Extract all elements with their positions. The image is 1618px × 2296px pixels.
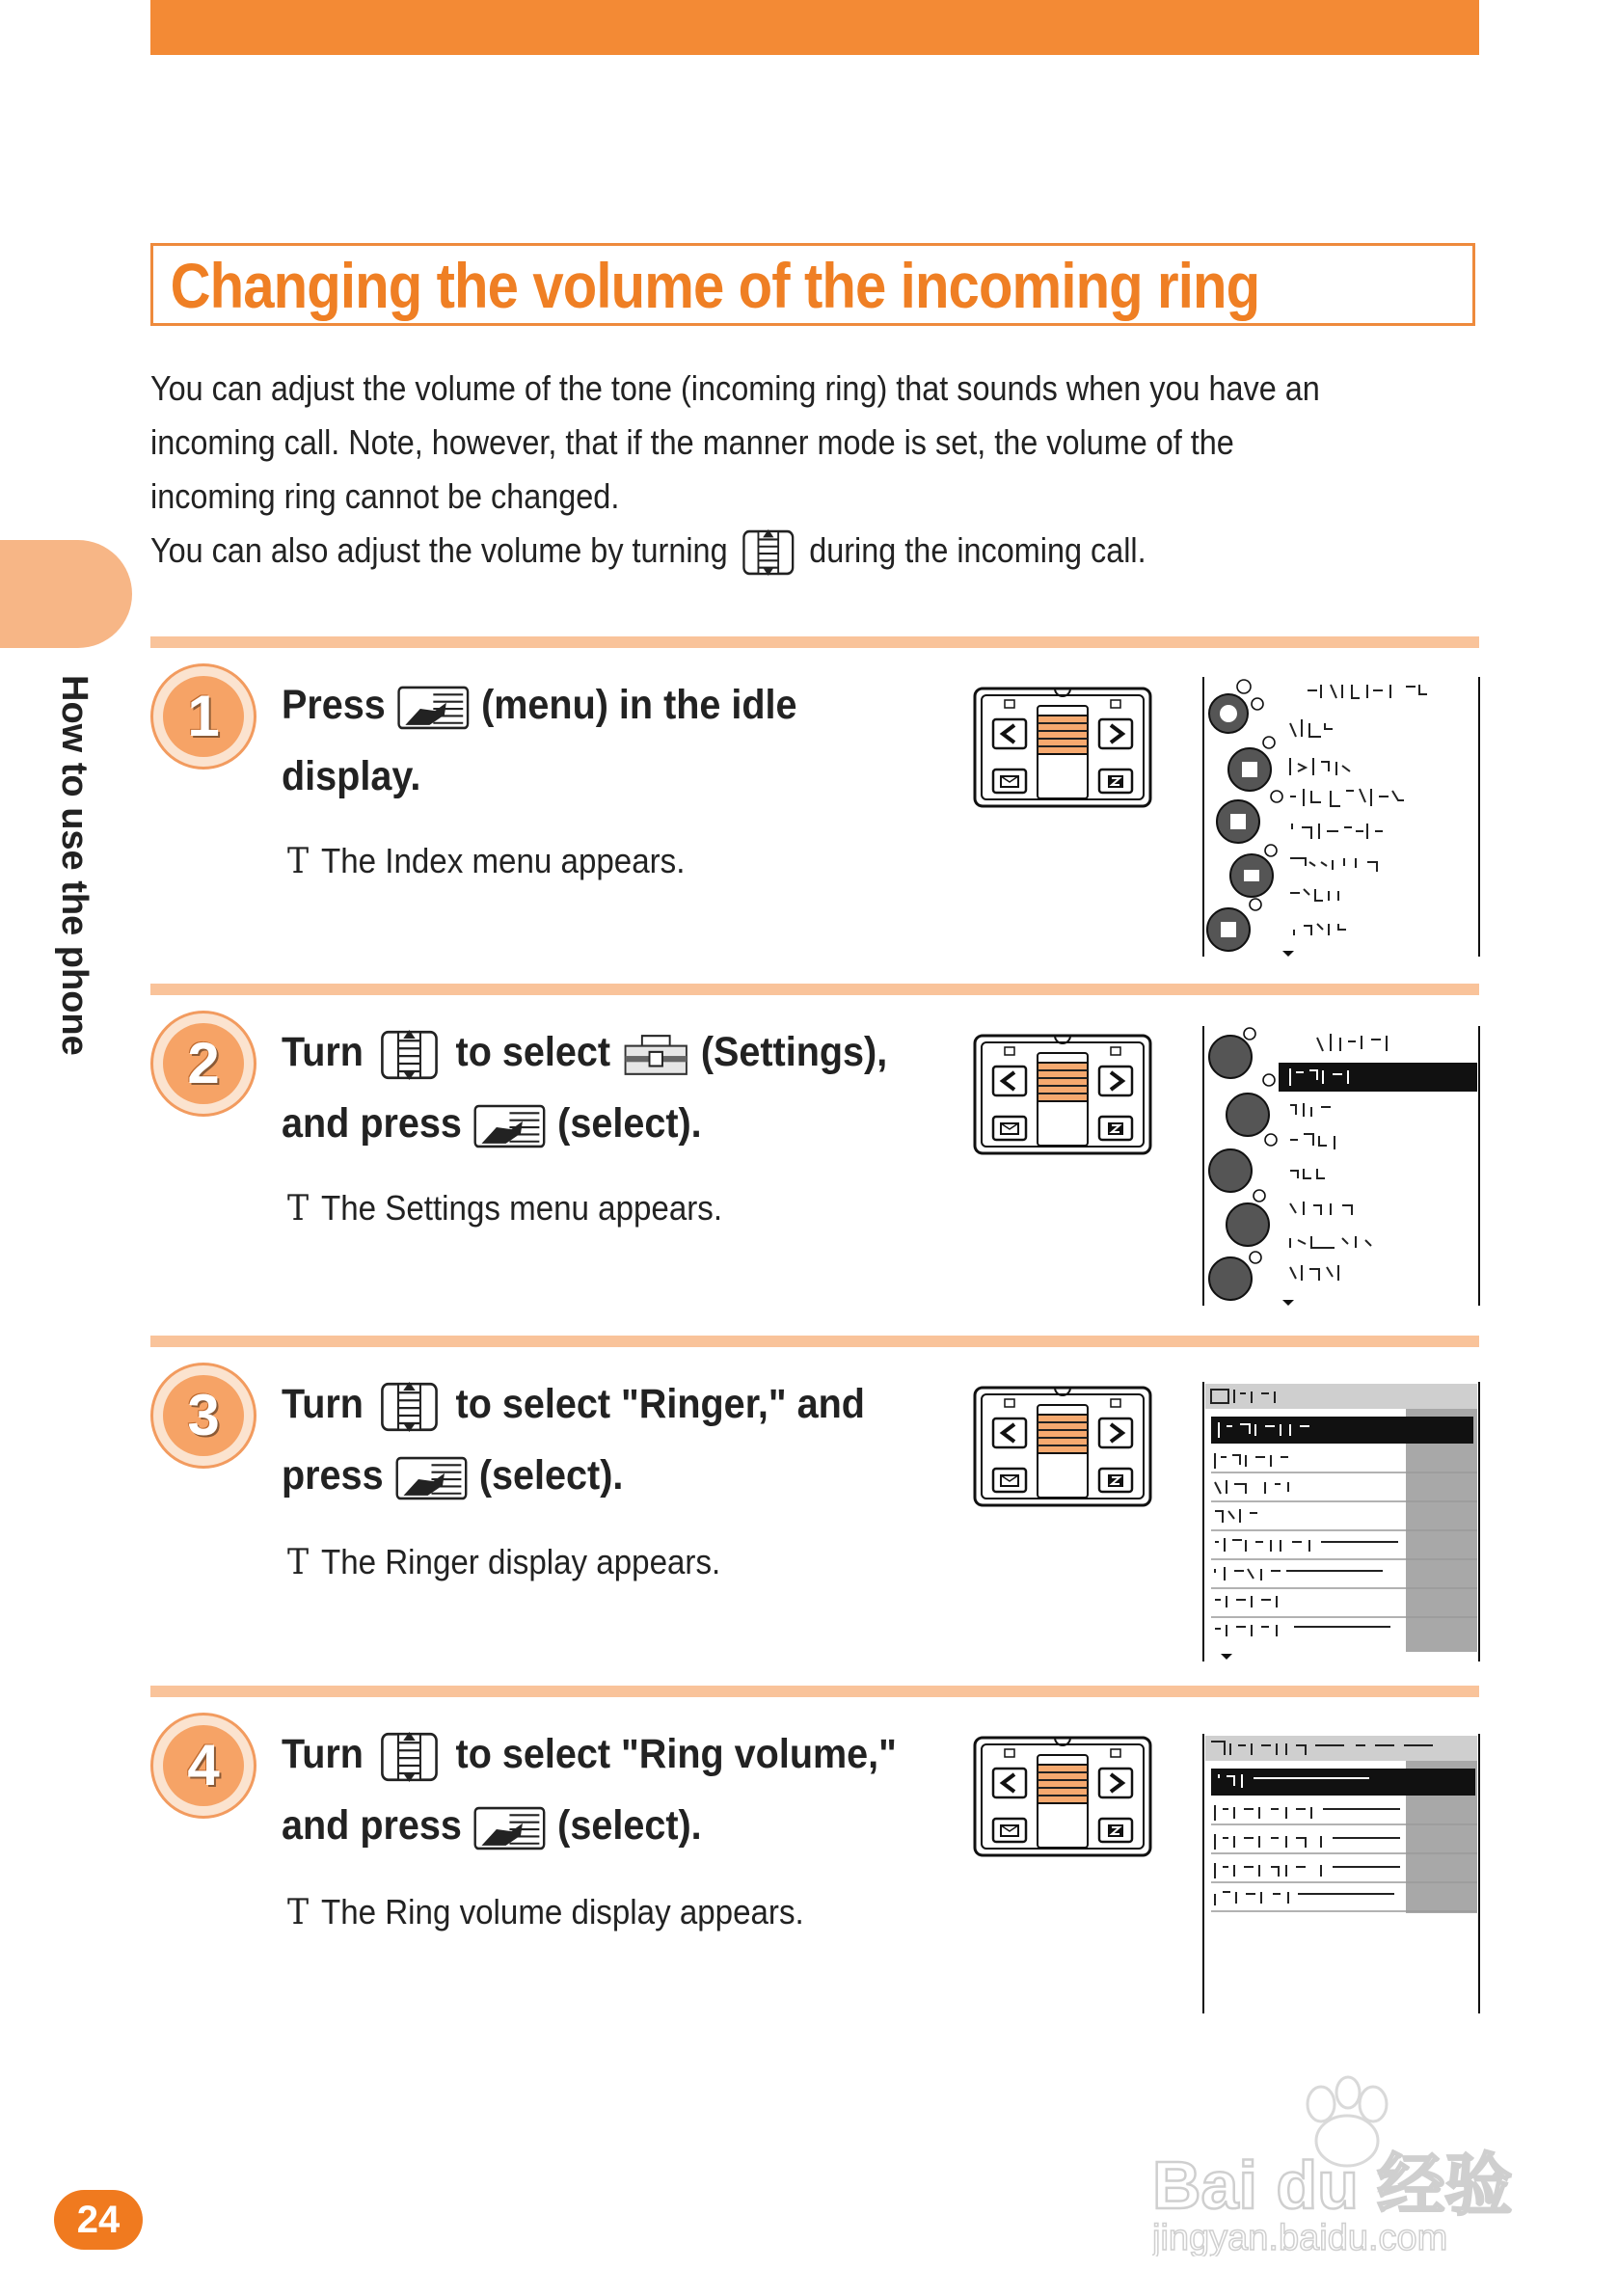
result-marker: T <box>287 1543 310 1582</box>
step-result <box>287 1892 804 1932</box>
side-chapter-text: How to use the phone <box>54 675 94 1056</box>
ring-volume-screen <box>1201 1734 1481 2013</box>
step-instruction <box>282 1016 920 1159</box>
menu-key-icon <box>472 1102 547 1150</box>
result-text: The Index menu appears. <box>320 841 686 880</box>
step-number-badge <box>150 1011 256 1117</box>
step-result <box>287 841 685 881</box>
step-number-badge <box>150 1713 256 1819</box>
settings-toolbox-icon <box>621 1032 690 1078</box>
phone-keypad-illustration <box>972 1734 1153 1859</box>
side-chapter-tab <box>0 540 132 648</box>
index-menu-screen <box>1201 677 1481 957</box>
intro-paragraph-2-before: You can also adjust the volume by turning <box>150 530 728 570</box>
step-result <box>287 1188 722 1229</box>
intro-text <box>150 362 1365 578</box>
baidu-watermark <box>1152 2064 1538 2256</box>
result-marker: T <box>287 842 310 881</box>
step-result <box>287 1542 720 1582</box>
step-number: 3 <box>163 1375 244 1456</box>
phone-keypad-illustration <box>972 1032 1153 1157</box>
instruction-text: Turn <box>282 1029 364 1075</box>
intro-paragraph-2 <box>150 524 1365 578</box>
instruction-line-1 <box>282 1016 920 1088</box>
result-marker: T <box>287 1893 310 1932</box>
menu-key-icon <box>396 684 471 732</box>
watermark-url: jingyan.baidu.com <box>1152 2218 1448 2256</box>
step-instruction <box>282 669 920 812</box>
instruction-line-2 <box>282 1440 920 1511</box>
menu-key-icon <box>394 1454 469 1502</box>
instruction-text: and press <box>282 1802 462 1849</box>
step-divider-1 <box>150 636 1479 648</box>
step-number: 4 <box>163 1725 244 1806</box>
page-title: Changing the volume of the incoming ring <box>170 250 1260 321</box>
ringer-screen <box>1201 1382 1481 1661</box>
step-number-badge <box>150 663 256 770</box>
instruction-text: to select <box>455 1029 611 1075</box>
instruction-text: (select). <box>557 1802 702 1849</box>
instruction-line-2 <box>282 1790 920 1861</box>
instruction-line-1 <box>282 1368 920 1440</box>
instruction-text: and press <box>282 1100 462 1147</box>
instruction-text: (menu) in the idle <box>481 682 797 728</box>
intro-paragraph-2-after: during the incoming call. <box>809 530 1146 570</box>
instruction-text: to select "Ringer," and <box>455 1381 865 1427</box>
instruction-text: press <box>282 1452 384 1499</box>
instruction-line-2: display. <box>282 753 421 799</box>
top-accent-bar <box>150 0 1479 55</box>
step-instruction <box>282 1368 920 1511</box>
instruction-line-1 <box>282 669 920 741</box>
step-divider-3 <box>150 1336 1479 1347</box>
menu-key-icon <box>472 1804 547 1852</box>
instruction-text: to select "Ring volume," <box>455 1731 897 1777</box>
instruction-text: Press <box>282 682 386 728</box>
instruction-line-2 <box>282 1088 920 1159</box>
result-text: The Settings menu appears. <box>320 1188 723 1228</box>
result-marker: T <box>287 1189 310 1229</box>
result-text: The Ringer display appears. <box>320 1542 721 1581</box>
side-chapter-label <box>54 675 94 1056</box>
jog-dial-icon <box>737 529 801 576</box>
settings-menu-screen <box>1201 1026 1481 1306</box>
section-title-box <box>150 243 1475 326</box>
jog-dial-icon <box>374 1382 445 1432</box>
instruction-line-1 <box>282 1718 920 1790</box>
page-number: 24 <box>54 2190 143 2250</box>
jog-dial-icon <box>374 1732 445 1782</box>
instruction-text: (select). <box>478 1452 624 1499</box>
phone-keypad-illustration <box>972 685 1153 810</box>
result-text: The Ring volume display appears. <box>320 1892 804 1931</box>
instruction-text: Turn <box>282 1731 364 1777</box>
step-divider-4 <box>150 1686 1479 1697</box>
instruction-text: Turn <box>282 1381 364 1427</box>
watermark-brand: Bai du 经验 <box>1152 2147 1513 2223</box>
jog-dial-icon <box>374 1030 445 1080</box>
instruction-text: (select). <box>557 1100 702 1147</box>
instruction-text: (Settings), <box>700 1029 888 1075</box>
step-number-badge <box>150 1363 256 1469</box>
step-divider-2 <box>150 984 1479 995</box>
intro-paragraph-1: You can adjust the volume of the tone (incoming ring) that sounds when you have an incoming call. Note, however, that if the manner mode is set, the volume of the incoming ring cannot be changed. <box>150 368 1320 516</box>
step-instruction <box>282 1718 920 1861</box>
phone-keypad-illustration <box>972 1384 1153 1509</box>
step-number: 2 <box>163 1023 244 1104</box>
step-number: 1 <box>163 676 244 757</box>
